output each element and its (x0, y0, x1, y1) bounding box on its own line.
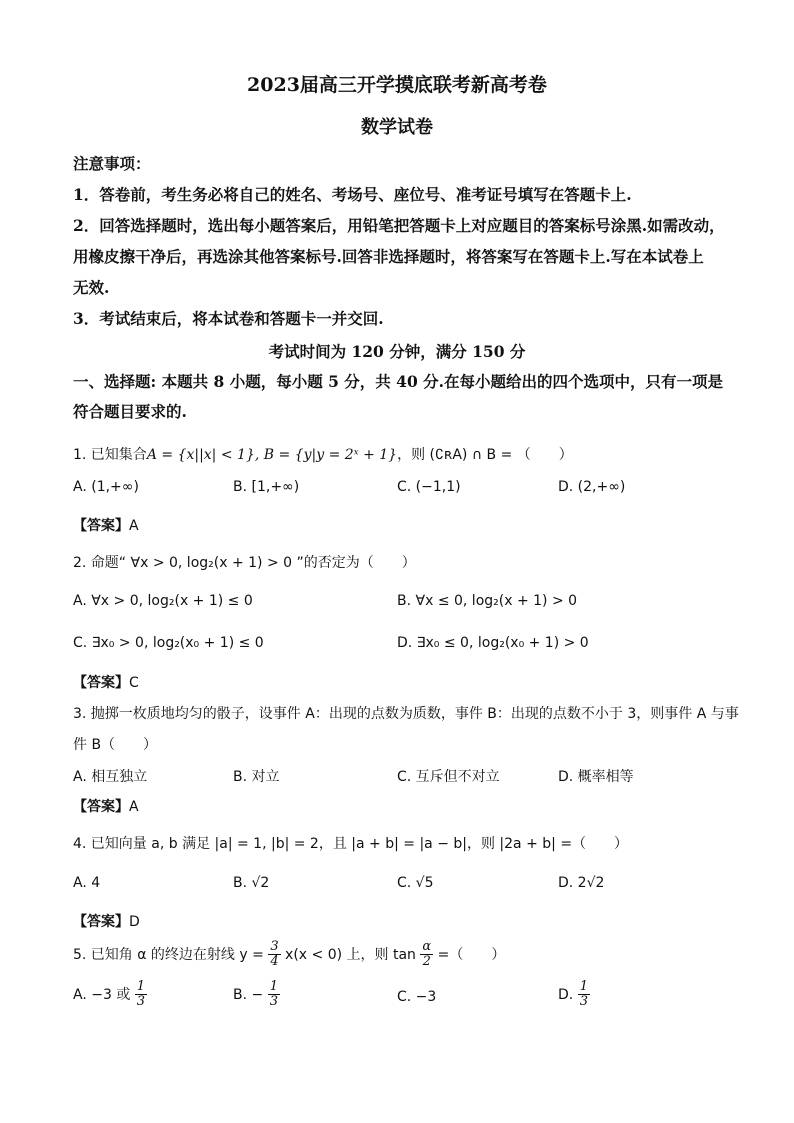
notes-heading: 注意事项： (73, 154, 151, 173)
fraction-denominator: 2 (422, 954, 431, 970)
option-label: D. (558, 986, 574, 1003)
option-fraction (268, 980, 280, 1010)
answer-value: C (129, 675, 139, 691)
fraction-denominator: 3 (269, 994, 278, 1010)
question-2-option-b: B. ∀x ≤ 0, log₂(x + 1) > 0 (397, 593, 578, 609)
question-2-option-c: C. ∃x₀ > 0, log₂(x₀ + 1) ≤ 0 (73, 635, 264, 651)
exam-title: 2023届高三开学摸底联考新高考卷 (247, 74, 547, 96)
question-4-option-c: C. √5 (397, 875, 434, 891)
exam-subtitle: 数学试卷 (361, 117, 433, 138)
fraction-numerator: 1 (136, 979, 146, 994)
question-1-option-c: C. (−1,1) (397, 479, 461, 495)
question-5-fraction-slope (268, 940, 280, 970)
answer-label: 【答案】 (73, 799, 129, 815)
answer-label: 【答案】 (73, 518, 129, 534)
fraction-denominator: 4 (270, 954, 279, 970)
question-3-option-a: A. 相互独立 (73, 769, 148, 785)
question-3-option-b: B. 对立 (233, 769, 280, 785)
note-item-2-line1: 2．回答选择题时，选出每小题答案后，用铅笔把答题卡上对应题目的答案标号涂黑.如需改动， (73, 216, 725, 235)
question-5-option-d (558, 980, 590, 1010)
question-2-stem: 2. 命题“ ∀x > 0, log₂(x + 1) > 0 ”的否定为（ ） (73, 555, 416, 571)
question-3-option-d: D. 概率相等 (558, 769, 634, 785)
question-5-prefix: 5. 已知角 α 的终边在射线 y = (73, 946, 264, 963)
question-1-option-d: D. (2,+∞) (558, 479, 626, 495)
question-5-option-b (233, 980, 280, 1010)
answer-label: 【答案】 (73, 914, 129, 930)
question-3-stem-line2: 件 B（ ） (73, 737, 158, 753)
answer-value: A (129, 518, 139, 534)
fraction-numerator: 1 (579, 979, 588, 994)
fraction-denominator: 3 (579, 994, 588, 1010)
note-item-3: 3．考试结束后，将本试卷和答题卡一并交回. (73, 309, 384, 328)
question-3-option-c: C. 互斥但不对立 (397, 769, 500, 785)
question-1-option-a: A. (1,+∞) (73, 479, 139, 495)
option-label: A. −3 或 (73, 986, 131, 1003)
question-1-set-a: A = {x||x| < 1} (146, 447, 255, 463)
fraction-numerator: 3 (270, 939, 279, 954)
option-fraction (135, 980, 147, 1010)
question-1-answer (73, 515, 139, 535)
question-1-suffix: ，则 (∁ʀA) ∩ B = （ ） (397, 447, 573, 463)
question-4-answer (73, 911, 140, 931)
question-5-fraction-half-angle (420, 940, 433, 970)
question-4-option-b: B. √2 (233, 875, 270, 891)
section1-heading-line2: 符合题目要求的. (73, 402, 187, 421)
question-5-suffix: =（ ） (437, 946, 506, 963)
fraction-denominator: 3 (136, 994, 146, 1010)
question-1-option-b: B. [1,+∞) (233, 479, 300, 495)
question-2-option-d: D. ∃x₀ ≤ 0, log₂(x₀ + 1) > 0 (397, 635, 589, 651)
note-item-2-line2: 用橡皮擦干净后，再选涂其他答案标号.回答非选择题时，将答案写在答题卡上.写在本试卷上 (73, 247, 704, 266)
question-2-option-a: A. ∀x > 0, log₂(x + 1) ≤ 0 (73, 593, 253, 609)
question-2-answer (73, 672, 139, 692)
exam-time: 考试时间为 120 分钟，满分 150 分 (268, 342, 526, 361)
option-fraction (578, 980, 590, 1010)
section1-heading-line1: 一、选择题: 本题共 8 小题，每小题 5 分，共 40 分.在每小题给出的四个选项中，只有一项是 (73, 372, 724, 391)
question-1-stem (73, 444, 573, 464)
question-5-stem (73, 940, 505, 970)
question-4-option-a: A. 4 (73, 875, 101, 891)
question-4-stem: 4. 已知向量 a, b 满足 |a| = 1, |b| = 2，且 |a + b| = |a − b|，则 |2a + b| =（ ） (73, 836, 629, 852)
option-label: B. − (233, 986, 264, 1003)
note-item-1: 1．答卷前，考生务必将自己的姓名、考场号、座位号、准考证号填写在答题卡上. (73, 185, 632, 204)
question-5-mid: x(x < 0) 上，则 tan (285, 946, 416, 963)
fraction-numerator: α (422, 939, 432, 954)
answer-value: D (129, 914, 140, 930)
note-item-2-line3: 无效. (73, 278, 110, 297)
fraction-numerator: 1 (269, 979, 278, 994)
question-3-stem-line1: 3. 抛掷一枚质地均匀的骰子，设事件 A：出现的点数为质数，事件 B：出现的点数不小于 3，则事件 A 与事 (73, 706, 739, 722)
question-1-set-b: , B = {y|y = 2ˣ + 1} (254, 447, 398, 463)
answer-label: 【答案】 (73, 675, 129, 691)
question-3-answer (73, 796, 139, 816)
question-5-option-a (73, 980, 147, 1010)
question-5-option-c: C. −3 (397, 989, 437, 1005)
answer-value: A (129, 799, 139, 815)
question-4-option-d: D. 2√2 (558, 875, 605, 891)
question-1-prefix: 1. 已知集合 (73, 447, 147, 463)
